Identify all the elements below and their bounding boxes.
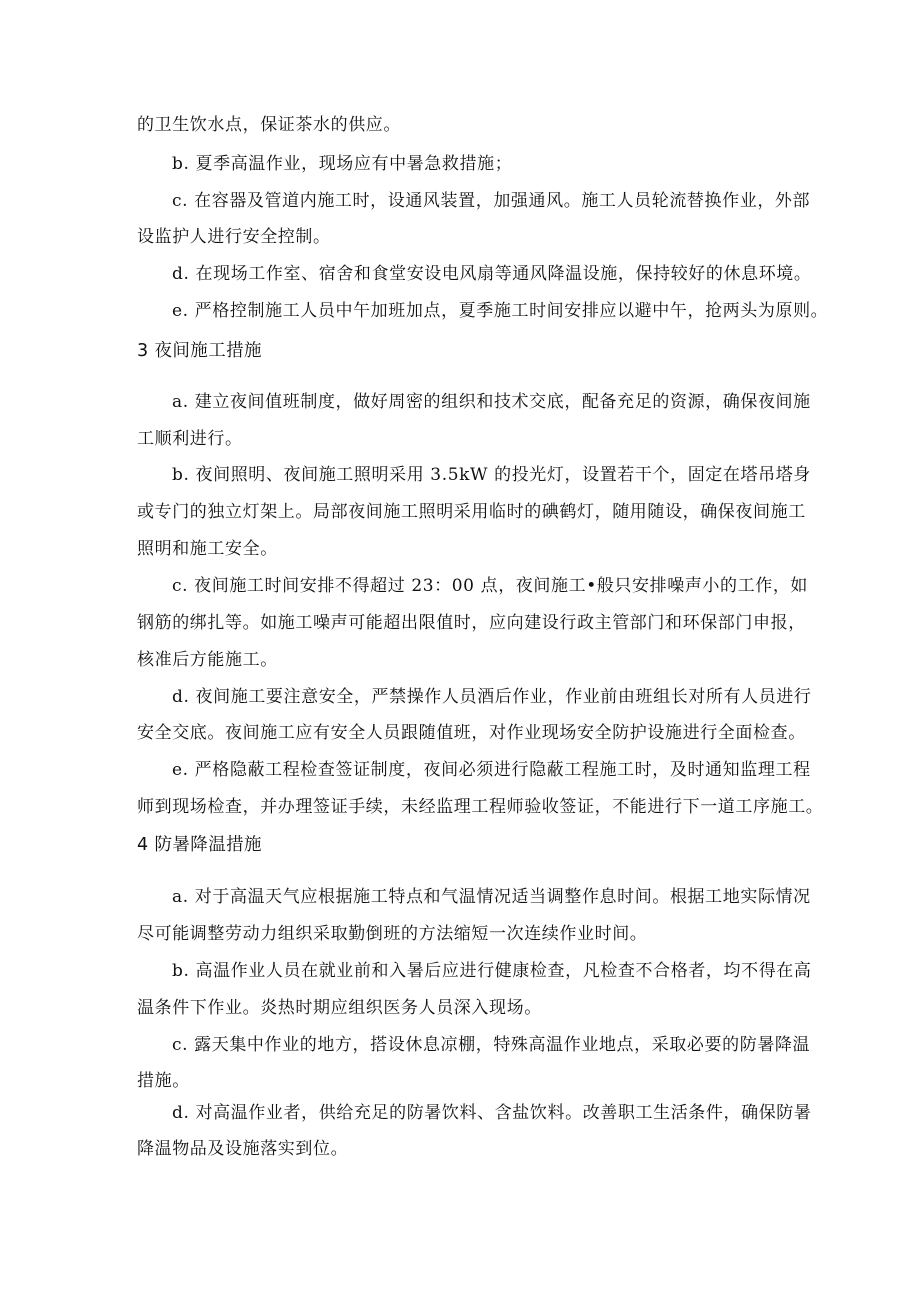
text-line: 降温物品及设施落实到位。: [137, 1139, 349, 1159]
text-line: 措施。: [137, 1071, 190, 1091]
text-line: 温条件下作业。炎热时期应组织医务人员深入现场。: [137, 998, 542, 1018]
text-line: c. 在容器及管道内施工时，设通风装置，加强通风。施工人员轮流替换作业，外部: [172, 191, 811, 211]
text-line: d. 在现场工作室、宿舍和食堂安设电风扇等通风降温设施，保持较好的休息环境。: [172, 264, 812, 284]
text-line: d. 对高温作业者，供给充足的防暑饮料、含盐饮料。改善职工生活条件，确保防暑: [172, 1103, 812, 1123]
text-line: d. 夜间施工要注意安全，严禁操作人员酒后作业，作业前由班组长对所有人员进行: [172, 687, 812, 707]
text-line: 照明和施工安全。: [137, 539, 278, 559]
text-line: b. 高温作业人员在就业前和入暑后应进行健康检查，凡检查不合格者，均不得在高: [172, 961, 812, 981]
text-line: a. 建立夜间值班制度，做好周密的组织和技术交底，配备充足的资源，确保夜间施: [172, 392, 811, 412]
text-line: b. 夏季高温作业，现场应有中暑急救措施；: [172, 154, 513, 174]
text-line: 安全交底。夜间施工应有安全人员跟随值班，对作业现场安全防护设施进行全面检查。: [137, 723, 806, 743]
text-line: 钢筋的绑扎等。如施工噪声可能超出限值时，应向建设行政主管部门和环保部门申报，: [137, 613, 806, 633]
text-line: 的卫生饮水点，保证茶水的供应。: [137, 115, 401, 135]
text-line: e. 严格隐蔽工程检查签证制度，夜间必须进行隐蔽工程施工时，及时通知监理工程: [172, 760, 811, 780]
text-line: 设监护人进行安全控制。: [137, 227, 331, 247]
section-heading: 4 防暑降温措施: [137, 835, 262, 855]
text-line: e. 严格控制施工人员中午加班加点，夏季施工时间安排应以避中午，抢两头为原则。: [172, 301, 829, 321]
text-line: c. 露天集中作业的地方，搭设休息凉棚，特殊高温作业地点，采取必要的防暑降温: [172, 1035, 811, 1055]
text-line: 尽可能调整劳动力组织采取勤倒班的方法缩短一次连续作业时间。: [137, 924, 648, 944]
text-line: 工顺利进行。: [137, 429, 243, 449]
text-line: a. 对于高温天气应根据施工特点和气温情况适当调整作息时间。根据工地实际情况: [172, 887, 811, 907]
text-line: 核准后方能施工。: [137, 650, 278, 670]
text-line: b. 夜间照明、夜间施工照明采用 3.5kW 的投光灯，设置若干个，固定在塔吊塔身: [172, 465, 811, 485]
section-heading: 3 夜间施工措施: [137, 341, 262, 361]
text-line: c. 夜间施工时间安排不得超过 23：00 点，夜间施工•般只安排噪声小的工作，如: [172, 576, 809, 596]
text-line: 或专门的独立灯架上。局部夜间施工照明采用临时的碘鹤灯，随用随设，确保夜间施工: [137, 502, 806, 522]
text-line: 师到现场检查，并办理签证手续，未经监理工程师验收签证，不能进行下一道工序施工。: [137, 797, 824, 817]
